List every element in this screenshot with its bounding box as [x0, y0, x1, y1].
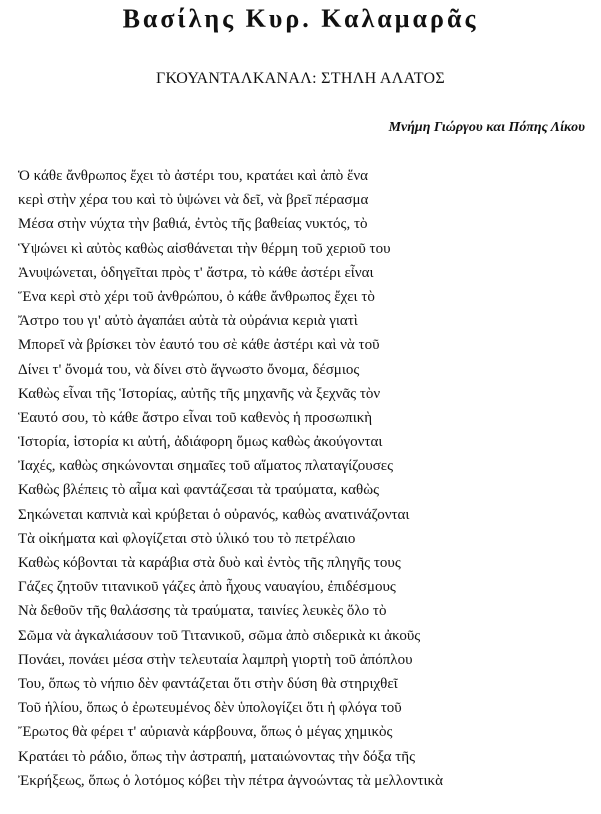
author-name: Βασίλης Κυρ. Καλαμαρᾶς: [122, 4, 479, 33]
poem-line: Ἱστορία, ἱστορία κι αὐτή, ἀδιάφορη ὅμως καθὼς ἀκούγονται: [18, 434, 383, 451]
poem-line: κερὶ στὴν χέρα του καὶ τὸ ὑψώνει νὰ δεῖ, νὰ βρεῖ πέρασμα: [18, 192, 369, 209]
poem-line: Καθὼς εἶναι τῆς Ἱστορίας, αὐτῆς τῆς μηχανῆς νὰ ξεχνᾶς τὸν: [18, 385, 381, 402]
poem-line: Γάζες ζητοῦν τιτανικοῦ γάζες ἀπὸ ἦχους ναυαγίου, ἐπιδέσμους: [18, 579, 396, 596]
poem-line: Ἄστρο του γι' αὐτὸ ἀγαπάει αὐτὰ τὰ οὐράνια κεριὰ γιατὶ: [18, 313, 358, 330]
poem-line: Ὁ κάθε ἄνθρωπος ἔχει τὸ ἀστέρι του, κρατάει καὶ ἀπὸ ἕνα: [18, 168, 368, 184]
poem-body: [18, 164, 588, 793]
poem-line: Σηκώνεται καπνιὰ καὶ κρύβεται ὁ οὐρανός, καθὼς ανατινάζονται: [18, 506, 410, 523]
poem-line: Μέσα στὴν νύχτα τὴν βαθιά, ἐντὸς τῆς βαθείας νυκτός, τὸ: [18, 216, 368, 233]
poem-line: Ἕνα κερὶ στὸ χέρι τοῦ ἀνθρώπου, ὁ κάθε ἄνθρωπος ἔχει τὸ: [18, 288, 375, 305]
poem-line: Ἀνυψώνεται, ὁδηγεῖται πρὸς τ' ἄστρα, τὸ κάθε ἀστέρι εἶναι: [18, 264, 374, 281]
poem-line: Πονάει, πονάει μέσα στὴν τελευταία λαμπρὴ γιορτὴ τοῦ ἀπόπλου: [18, 651, 413, 668]
poem-line: Κρατάει τὸ ράδιο, ὅπως τὴν ἀστραπή, ματαιώνοντας τὴν δόξα τῆς: [18, 748, 416, 765]
poem-line: Νὰ δεθοῦν τῆς θαλάσσης τὰ τραύματα, ταινίες λευκὲς ὅλο τὸ: [18, 603, 387, 620]
poem-line: Τὰ οἰκήματα καὶ φλογίζεται στὸ ὑλικό του τὸ πετρέλαιο: [18, 530, 356, 547]
poem-line: Ἐκρήξεως, ὅπως ὁ λοτόμος κόβει τὴν πέτρα ἀγνοώντας τὰ μελλοντικὰ: [18, 772, 443, 789]
poem-line: Τοῦ ἡλίου, ὅπως ὁ ἐρωτευμένος δὲν ὑπολογίζει ὅτι ἡ φλόγα τοῦ: [18, 700, 402, 717]
poem-line: Του, ὅπως τὸ νήπιο δὲν φαντάζεται ὅτι στὴν δύση θὰ στηριχθεῖ: [18, 675, 398, 692]
poem-line: Δίνει τ' ὄνομά του, νὰ δίνει στὸ ἄγνωστο ὄνομα, δέσμιος: [18, 361, 360, 378]
poem-line: Ἰαχές, καθὼς σηκώνονται σημαῖες τοῦ αἵματος πλαταγίζουσες: [18, 458, 394, 475]
poem-line: Μπορεῖ νὰ βρίσκει τὸν ἑαυτό του σὲ κάθε ἀστέρι καὶ νὰ τοῦ: [18, 337, 380, 354]
dedication: Μνήμη Γιώργου και Πόπης Λίκου: [388, 120, 585, 135]
poem-line: Ὑψώνει κὶ αὐτὸς καθὼς αἰσθάνεται τὴν θέρμη τοῦ χεριοῦ του: [18, 240, 391, 257]
poem-line: Καθὼς βλέπεις τὸ αἷμα καὶ φαντάζεσαι τὰ τραύματα, καθὼς: [18, 482, 380, 499]
poem-line: Ἔρωτος θὰ φέρει τ' αὐριανὰ κάρβουνα, ὅπως ὁ μέγας χημικὸς: [18, 724, 393, 741]
poem-title: ΓΚΟΥΑΝΤΑΛΚΑΝΑΛ: ΣΤΗΛΗ ΑΛΑΤΟΣ: [155, 70, 446, 87]
poem-line: Σῶμα νὰ ἀγκαλιάσουν τοῦ Τιτανικοῦ, σῶμα ἀπὸ σιδερικὰ κι ἀκοῦς: [18, 627, 421, 644]
poem-line: Ἑαυτό σου, τὸ κάθε ἄστρο εἶναι τοῦ καθενὸς ἡ προσωπικὴ: [18, 409, 373, 426]
poem-line: Καθὼς κόβονται τὰ καράβια στὰ δυὸ καὶ ἐντὸς τῆς πληγῆς τους: [18, 555, 401, 571]
